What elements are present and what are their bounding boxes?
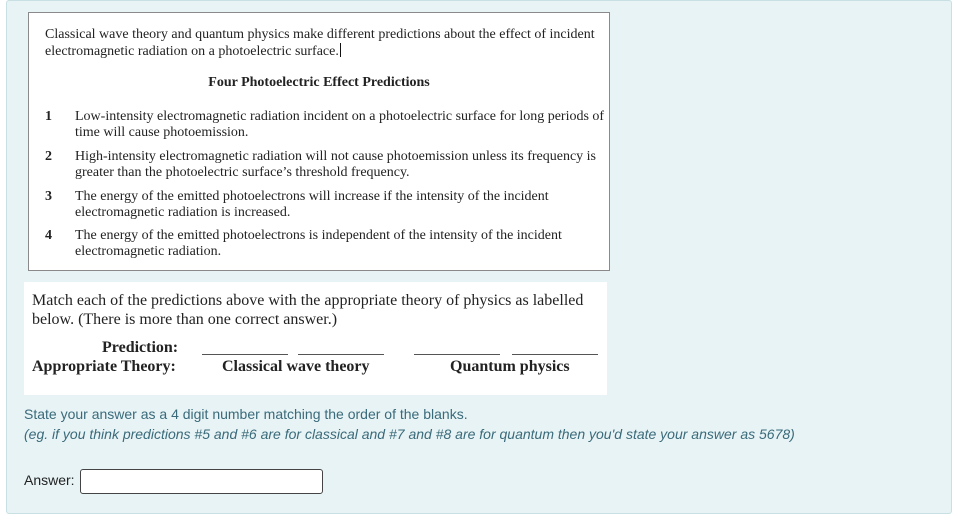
answer-label: Answer: bbox=[24, 472, 75, 488]
prediction-label: Prediction: bbox=[102, 339, 179, 356]
prediction-text: The energy of the emitted photoelectrons will increase if the intensity of the incident electromagnetic radiation is increased. bbox=[75, 189, 549, 220]
prediction-number: 2 bbox=[45, 149, 52, 164]
predictions-figure bbox=[28, 12, 610, 271]
blank-line-4 bbox=[512, 354, 598, 355]
classical-theory-label: Classical wave theory bbox=[222, 358, 370, 375]
blank-line-2 bbox=[298, 354, 384, 355]
theory-label: Appropriate Theory: bbox=[32, 358, 176, 375]
prediction-number: 3 bbox=[45, 189, 52, 204]
answer-instruction: State your answer as a 4 digit number matching the order of the blanks. bbox=[24, 406, 468, 422]
prediction-number: 4 bbox=[45, 228, 52, 243]
table-title: Four Photoelectric Effect Predictions bbox=[208, 75, 430, 90]
blank-line-1 bbox=[202, 354, 288, 355]
match-instructions: Match each of the predictions above with the appropriate theory of physics as labelled below. (There is more than one correct answer.) bbox=[32, 292, 584, 328]
prediction-text: Low-intensity electromagnetic radiation incident on a photoelectric surface for long periods of time will cause photoemission. bbox=[75, 109, 605, 140]
prediction-number: 1 bbox=[45, 109, 52, 124]
matching-figure bbox=[24, 282, 607, 395]
quantum-theory-label: Quantum physics bbox=[450, 358, 570, 375]
answer-example: (eg. if you think predictions #5 and #6 are for classical and #7 and #8 are for quantum then you'd state your answer as 5678) bbox=[24, 426, 795, 442]
prediction-text: High-intensity electromagnetic radiation will not cause photoemission unless its frequency is greater than the photoelectric surface’s threshold frequency. bbox=[75, 149, 596, 180]
intro-text: Classical wave theory and quantum physics make different predictions about the effect of incident electromagnetic radiation on a photoelectric surface. bbox=[45, 27, 595, 59]
answer-input[interactable] bbox=[80, 469, 323, 494]
prediction-text: The energy of the emitted photoelectrons is independent of the intensity of the incident electromagnetic radiation. bbox=[75, 228, 562, 259]
blank-line-3 bbox=[414, 354, 500, 355]
text-cursor bbox=[340, 43, 341, 57]
